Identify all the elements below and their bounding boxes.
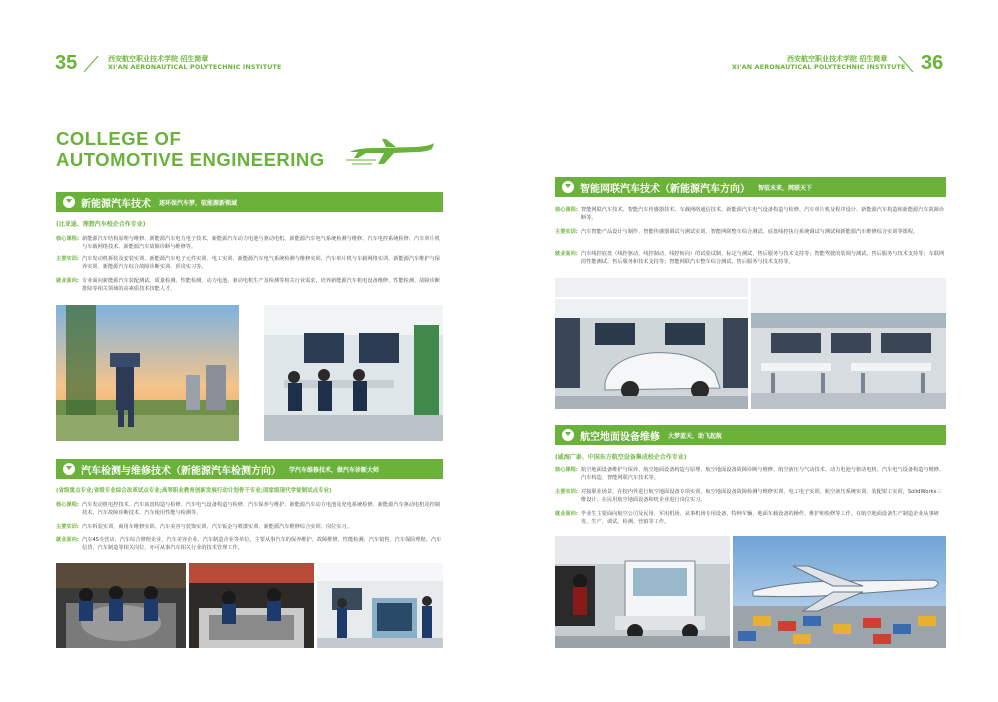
info-row [555, 250, 946, 266]
row-label: 核心课程: [555, 467, 578, 473]
info-row [56, 536, 443, 552]
section-slogan-nev: 逐环保汽车梦，驭能源新领域 [159, 199, 238, 207]
photo-classroom-training [264, 305, 443, 441]
arrow-circle-icon [562, 429, 574, 441]
photo-airplane-ground-equipment [733, 536, 946, 648]
college-title-line2: AUTOMOTIVE ENGINEERING [56, 149, 325, 170]
row-label: 就业面向: [555, 511, 578, 517]
row-text: 毕业生主要面向航空公司及民用、军用机场、从事机场专用设备、特种车辆、地面车载设备的操作、维护和检修等工作。在航空地面设备生产制造企业从事研发、生产、调试、检测、营销等工作。 [581, 511, 939, 526]
row-text: 专业面向新能源汽车装配测试、质量检测、性能检测、动力电池、驱动电机生产及检测等相关行业需求，培养新能源汽车机电设备维修、性能检测、故障诊断排除等相关领域的高素质技术技能人才。 [82, 278, 440, 293]
airplane-icon [346, 134, 438, 168]
row-text: 汽车发动机拆装及安装实训、新能源汽车电子元件实训、电工实训、新能源汽车电气系统检测与维修实训、汽车单片机与车载网络实训、新能源汽车维护与保养实训、新能源汽车综合故障诊断实训、顶岗实习等。 [82, 256, 440, 271]
section-title-nev: 新能源汽车技术 [81, 198, 151, 210]
photo-smart-lab-room [751, 278, 946, 409]
photo-smart-car-lab [555, 278, 748, 409]
info-row [555, 228, 946, 236]
row-text: 航空地面设备维护与保养、航空地面设备构造与原理、航空地面设备故障诊断与维修、航空液压与气动技术、动力电池与驱动电机、汽车电气设备构造与维修、汽车构造、智能网联汽车技术等。 [581, 467, 945, 482]
photo-car-inspection [189, 563, 314, 648]
photo-lab-equipment [317, 563, 443, 648]
row-text: 汽车智能产品设计与制作、智能传感器调试与测试实训、智能网联整车综合测试、底盘线控执行系统调试与测试和新能源汽车维修综合实训等课程。 [581, 229, 919, 235]
page-number-left: 35 [55, 52, 78, 74]
school-name-cn: 西安航空职业技术学院 招生简章 [787, 55, 888, 63]
college-title [56, 128, 325, 170]
right-page [499, 0, 998, 702]
info-row [56, 277, 443, 293]
section-tag-inspection: (省级重点专业;省级专业综合改革试点专业;高等职业教育创新发展行动计划骨干专业;国家级现代学徒制试点专业) [56, 488, 332, 494]
row-label: 主要实训: [56, 256, 79, 262]
row-label: 主要实训: [555, 229, 578, 235]
row-text: 汽车拆装实训、商用车维修实训、汽车美容与装饰实训、汽车钣金与喷漆实训、新能源汽车维修综合实训、岗位实习。 [82, 524, 352, 530]
row-text: 对接职业场景，在校内外进行航空地面设备专项实训，航空地面设备故障检测与维修实训，电工电子实训、航空液压系统实训、装配钳工实训，SolidWorks三维设计、在民用航空地面设备和机企业进行岗位实习。 [581, 489, 942, 504]
info-row [555, 510, 946, 526]
school-name-en: XI'AN AERONAUTICAL POLYTECHNIC INSTITUTE [732, 64, 906, 71]
photo-robot-sunset [56, 305, 239, 441]
section-slogan-ice: 智驭未来，网联天下 [758, 184, 813, 192]
school-name-en: XI'AN AERONAUTICAL POLYTECHNIC INSTITUTE [108, 64, 282, 71]
section-bar-ice [555, 177, 946, 197]
section-bar-nev [56, 192, 443, 212]
section-tag-aviation: (威海广泰、中国东方航空设备集成校企合作专业) [555, 454, 687, 461]
row-text: 新能源汽车结构原理与维修、新能源汽车电力电子技术、新能源汽车动力电池与驱动电机、新能源汽车电气系统检测与维修、汽车电控系统检修、汽车单片机与车载网络技术、新能源汽车故障诊断与维修等。 [82, 236, 440, 251]
row-label: 核心课程: [56, 236, 79, 242]
row-label: 主要实训: [56, 524, 79, 530]
info-row [56, 523, 443, 531]
row-label: 主要实训: [555, 489, 578, 495]
arrow-circle-icon [63, 196, 75, 208]
info-row [56, 501, 443, 517]
slash-divider-icon [897, 54, 917, 74]
info-row [555, 206, 946, 222]
info-row [56, 255, 443, 271]
row-label: 核心课程: [56, 502, 79, 508]
section-title-ice: 智能网联汽车技术（新能源汽车方向） [580, 183, 750, 195]
section-slogan-aviation: 大梦蓝天，助飞起航 [668, 432, 723, 440]
row-label: 就业面向: [555, 251, 578, 257]
row-label: 核心课程: [555, 207, 578, 213]
college-title-line1: COLLEGE OF [56, 128, 182, 149]
row-label: 就业面向: [56, 278, 79, 284]
row-text: 汽车线控底盘（线控驱动、线控制动、线控转向）的试验试制、标定与测试、售后服务与技术支持等；智能驾驶的装调与测试、售后服务与技术支持等；车联网的性能测试、售后服务和技术支持等；智能网联汽车整车综合测试、售后服务与技术支持等。 [581, 251, 945, 266]
section-title-inspection: 汽车检测与维修技术（新能源汽车检测方向） [81, 465, 281, 477]
row-text: 汽车4S专营店、汽车综合修理企业、汽车美容企业、汽车制造企业等单位，主要从事汽车的保养维护、故障维修、性能检测、汽车销售、汽车保险理赔、汽车信贷、汽车制造等相关岗位，亦可从事汽车相关行业的技术管理工作。 [82, 537, 442, 552]
row-label: 就业面向: [56, 537, 79, 543]
arrow-circle-icon [562, 181, 574, 193]
info-row [555, 466, 946, 482]
section-title-aviation: 航空地面设备维修 [580, 431, 660, 443]
slash-divider-icon [82, 54, 102, 74]
school-name-cn: 西安航空职业技术学院 招生简章 [108, 55, 209, 63]
section-bar-inspection [56, 459, 443, 479]
section-slogan-inspection: 学汽车维修技术，做汽车诊断大师 [289, 466, 380, 474]
photo-engine-repair [56, 563, 186, 648]
section-tag-nev: (比亚迪、理想汽车校企合作专业) [56, 221, 146, 228]
info-row [56, 235, 443, 251]
section-bar-aviation [555, 425, 946, 445]
row-text: 智能网联汽车技术、智能汽车传感器技术、车载网络通信技术、新能源汽车电气设备构造与检修、汽车单片机及程序设计、新能源汽车构造和新能源汽车故障诊断等。 [581, 207, 945, 222]
photo-ground-vehicle [555, 536, 730, 648]
arrow-circle-icon [63, 463, 75, 475]
row-text: 汽车发动机电控技术、汽车底盘构造与检修、汽车电气设备构造与检修、汽车保养与维护、新能源汽车动力电池及充电系统检修、新能源汽车驱动电机及控制技术、汽车故障诊断技术、汽车使用性能与检测等。 [82, 502, 440, 517]
info-row [555, 488, 946, 504]
page-number-right: 36 [921, 52, 944, 74]
